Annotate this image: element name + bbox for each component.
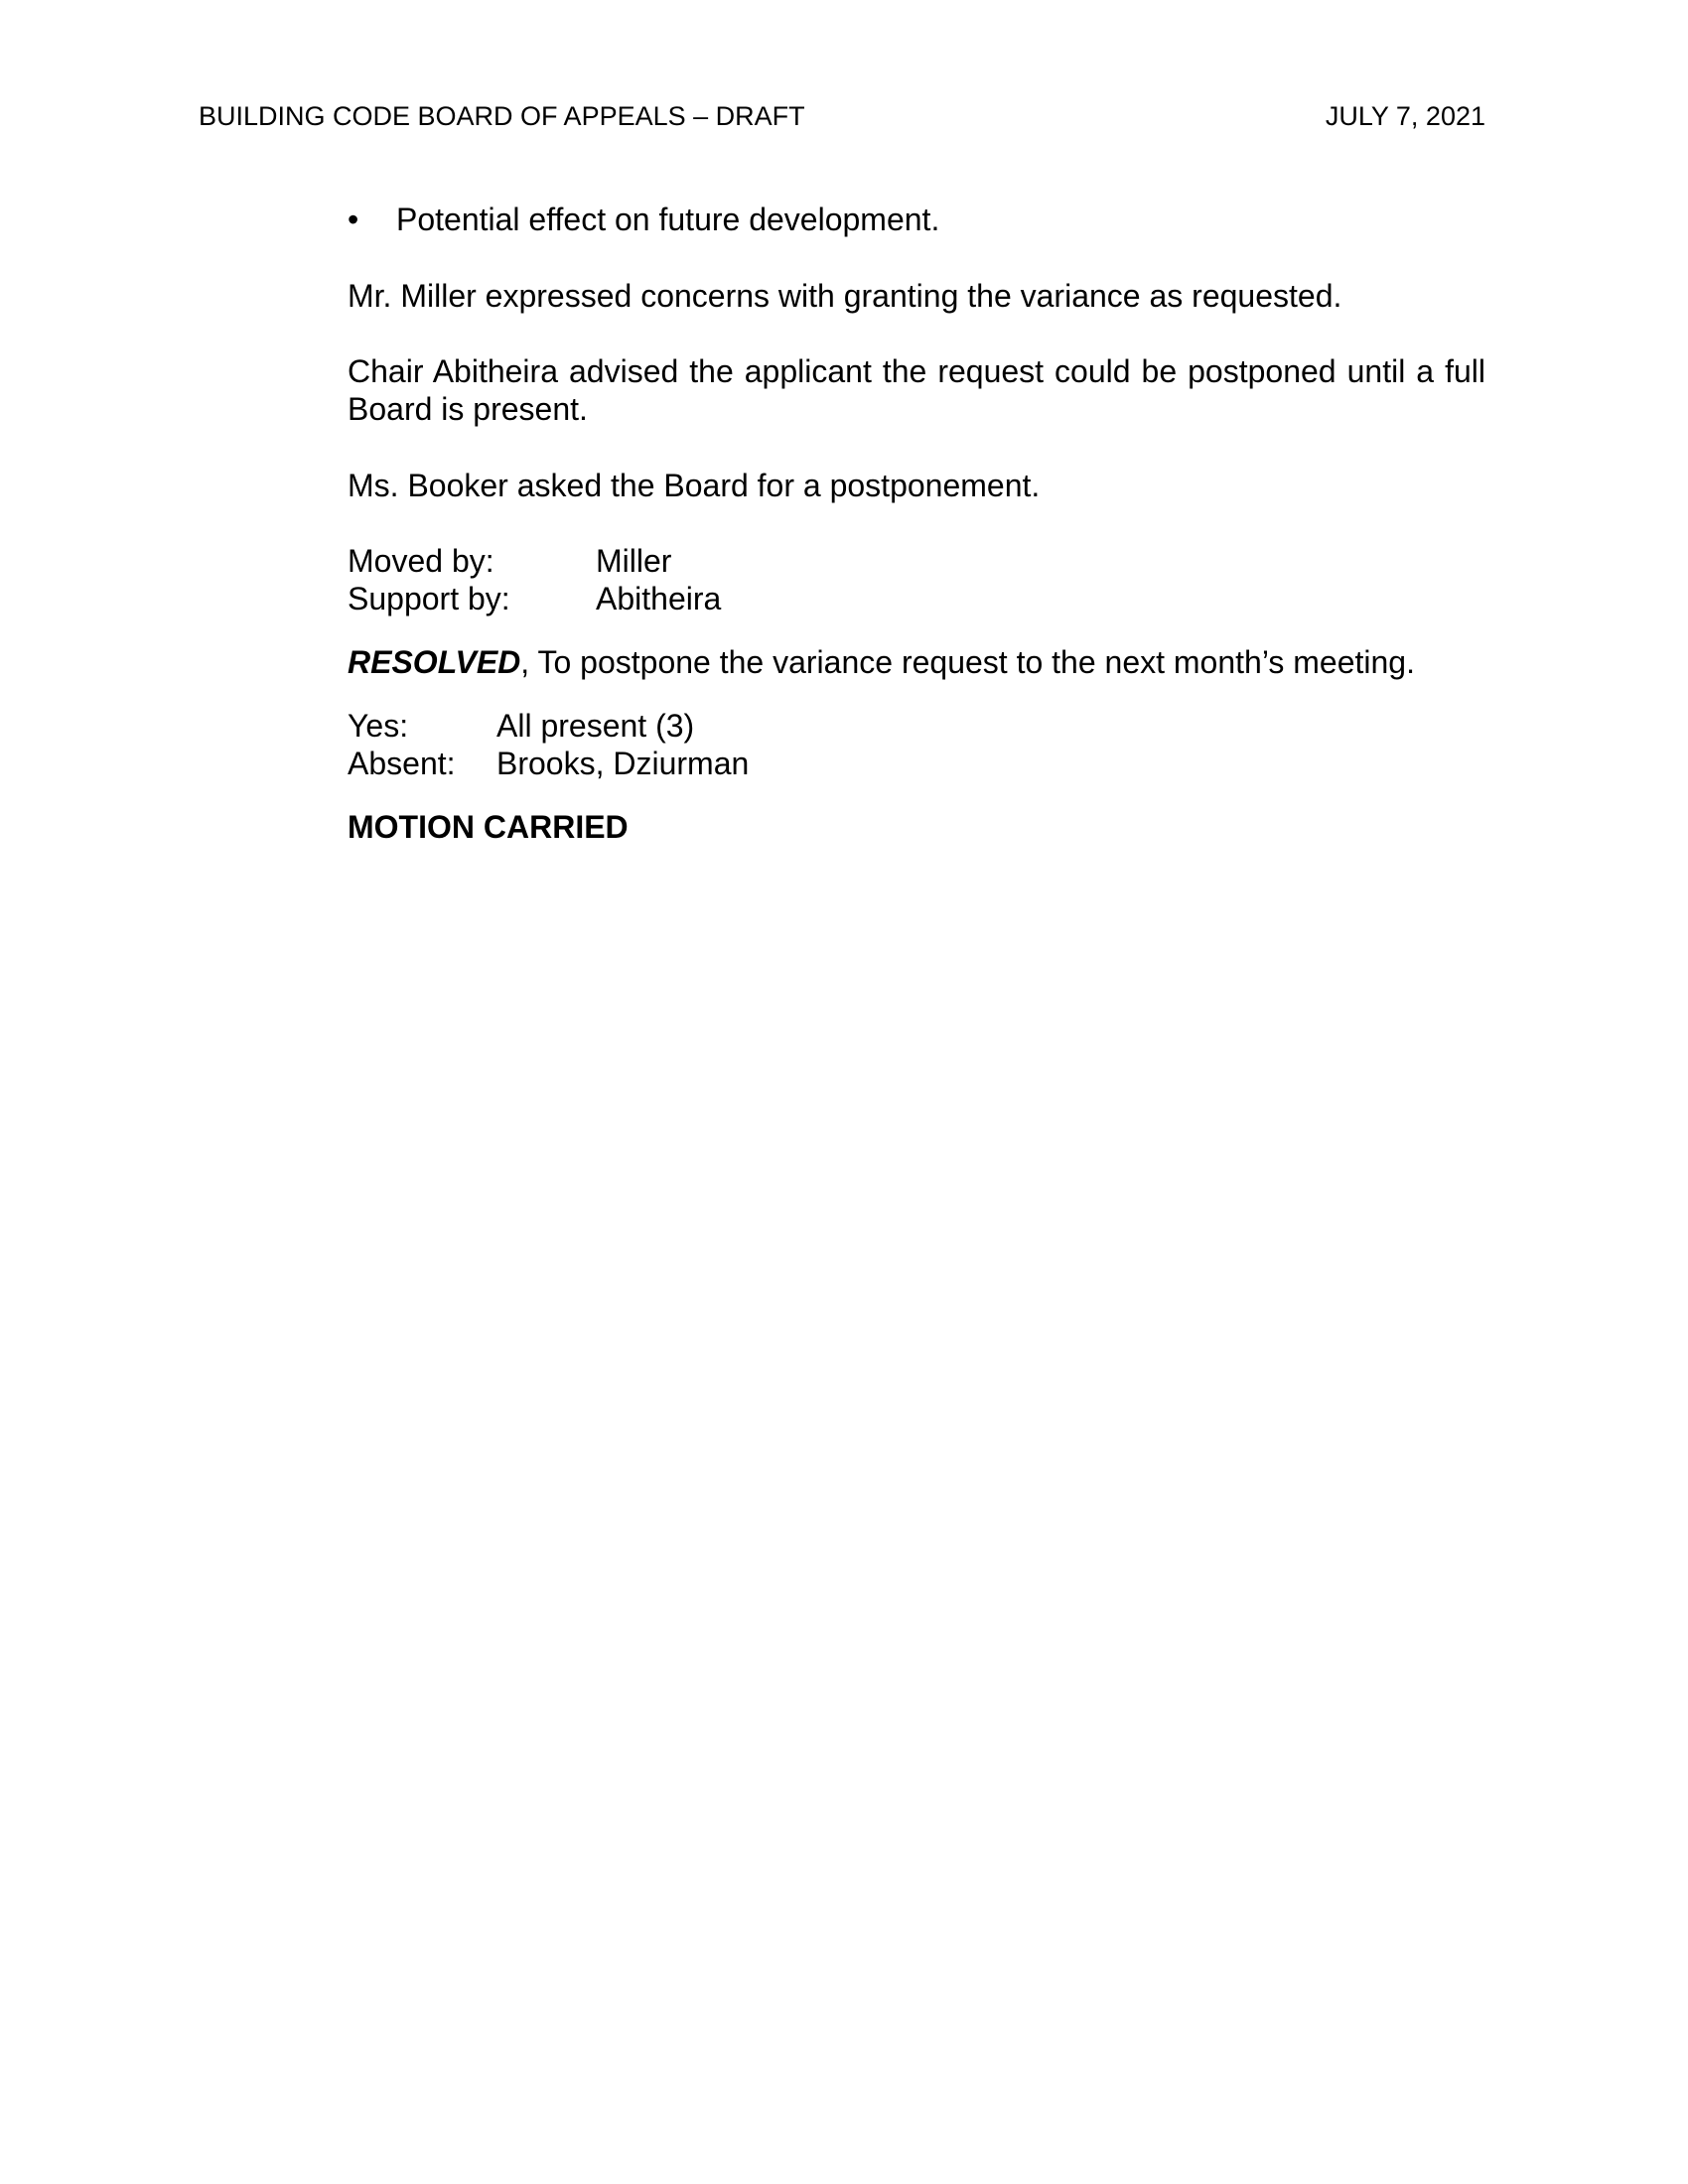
page-header <box>199 99 1485 133</box>
vote-absent-row <box>348 745 749 782</box>
paragraph-chair-advice: Chair Abitheira advised the applicant the request could be postponed until a full Board is present. <box>348 353 1485 427</box>
resolution-statement <box>348 643 1485 681</box>
moved-by-value: Miller <box>596 543 672 579</box>
motion-outcome: MOTION CARRIED <box>348 809 629 845</box>
motion-movers-table <box>348 542 721 617</box>
bullet-icon: • <box>348 202 359 237</box>
meeting-date: JULY 7, 2021 <box>1325 101 1485 131</box>
bullet-item <box>348 201 1485 238</box>
document-title: BUILDING CODE BOARD OF APPEALS – DRAFT <box>199 101 805 131</box>
paragraph-miller-concerns: Mr. Miller expressed concerns with granting the variance as requested. <box>348 278 1342 314</box>
bullet-text: Potential effect on future development. <box>396 202 940 237</box>
vote-yes-row <box>348 707 749 745</box>
support-by-value: Abitheira <box>596 581 722 616</box>
vote-absent-label: Absent: <box>348 746 456 781</box>
support-by-label: Support by: <box>348 581 510 616</box>
resolution-keyword: RESOLVED <box>348 644 521 680</box>
moved-by-row <box>348 542 721 580</box>
document-body <box>348 201 1485 846</box>
vote-yes-label: Yes: <box>348 708 409 744</box>
support-by-row <box>348 580 721 617</box>
paragraph-booker-request: Ms. Booker asked the Board for a postponement. <box>348 468 1041 503</box>
resolution-text: , To postpone the variance request to the next month’s meeting. <box>520 644 1415 680</box>
vote-absent-value: Brooks, Dziurman <box>496 746 750 781</box>
vote-table <box>348 707 749 782</box>
vote-yes-value: All present (3) <box>496 708 695 744</box>
moved-by-label: Moved by: <box>348 543 494 579</box>
